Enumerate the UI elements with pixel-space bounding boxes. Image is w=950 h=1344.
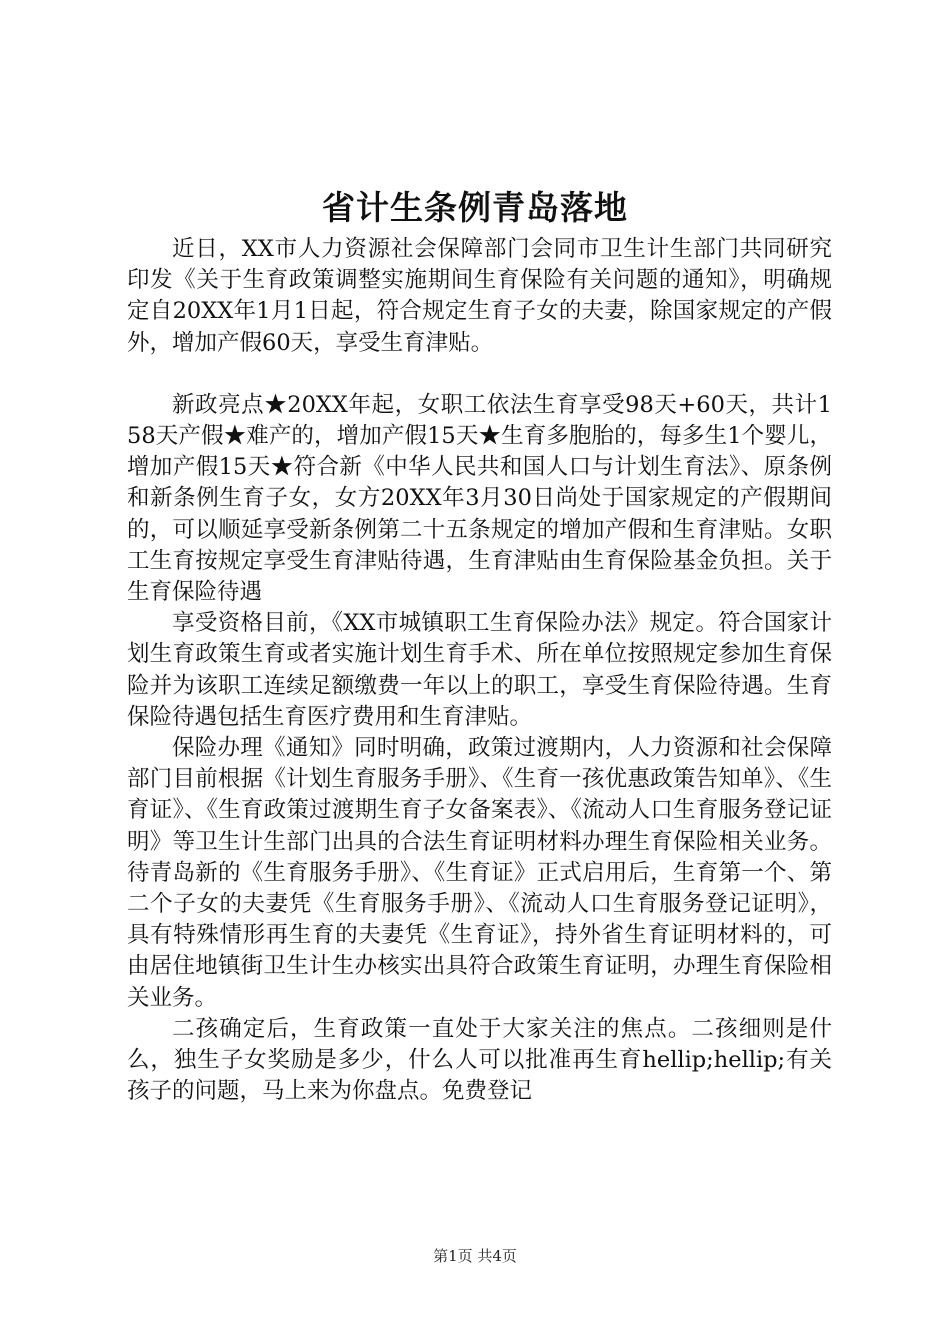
paragraph-insurance-processing: 保险办理《通知》同时明确，政策过渡期内，人力资源和社会保障部门目前根据《计划生育服务手册》、《生育一孩优惠政策告知单》、《生育证》、《生育政策过渡期生育子女备案表》、《流动人口生育服务登记证明》等卫生计生部门出具的合法生育证明材料办理生育保险相关业务。待青岛新的《生育服务手册》、《生育证》正式启用后，生育第一个、第二个子女的夫妻凭《生育服务手册》、《流动人口生育服务登记证明》，具有特殊情形再生育的夫妻凭《生育证》，持外省生育证明材料的，可由居住地镇街卫生计生办核实出具符合政策生育证明，办理生育保险相关业务。 [127, 735, 832, 1011]
paragraph-eligibility: 享受资格目前，《XX市城镇职工生育保险办法》规定。符合国家计划生育政策生育或者实施计划生育手术、所在单位按照规定参加生育保险并为该职工连续足额缴费一年以上的职工，享受生育保险待遇。生育保险待遇包括生育医疗费用和生育津贴。 [127, 610, 832, 730]
paragraph-intro: 近日，XX市人力资源社会保障部门会同市卫生计生部门共同研究印发《关于生育政策调整实施期间生育保险有关问题的通知》，明确规定自20XX年1月1日起，符合规定生育子女的夫妻，除国家规定的产假外，增加产假60天，享受生育津贴。 [127, 236, 832, 356]
document-body [127, 234, 832, 1107]
document-title: 省计生条例青岛落地 [322, 188, 628, 227]
paragraph-second-child: 二孩确定后，生育政策一直处于大家关注的焦点。二孩细则是什么，独生子女奖励是多少，什么人可以批准再生育hellip;hellip;有关孩子的问题，马上来为你盘点。免费登记 [127, 1015, 832, 1105]
paragraph-highlights: 新政亮点★20XX年起，女职工依法生育享受98天+60天，共计158天产假★难产的，增加产假15天★生育多胞胎的，每多生1个婴儿，增加产假15天★符合新《中华人民共和国人口与计划生育法》、原条例和新条例生育子女，女方20XX年3月30日尚处于国家规定的产假期间的，可以顺延享受新条例第二十五条规定的增加产假和生育津贴。女职工生育按规定享受生育津贴待遇，生育津贴由生育保险基金负担。关于生育保险待遇 [127, 391, 832, 606]
page-number-footer: 第1页 共4页 [433, 1247, 517, 1265]
